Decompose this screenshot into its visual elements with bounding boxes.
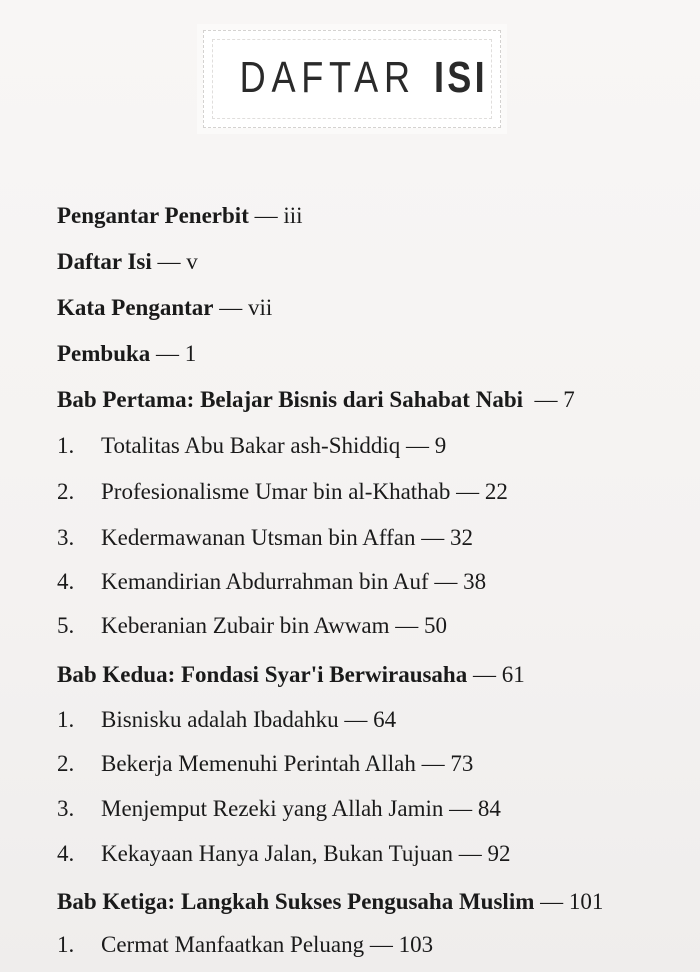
toc-subentry[interactable]: Menjemput Rezeki yang Allah Jamin — 84	[101, 796, 501, 821]
toc-entry[interactable]: Pengantar Penerbit — iii	[57, 203, 303, 228]
toc-subentry[interactable]: Kedermawanan Utsman bin Affan — 32	[101, 525, 473, 550]
toc-chapter-heading[interactable]: Bab Kedua: Fondasi Syar'i Berwirausaha — 61	[57, 662, 525, 687]
toc-entry-page: vii	[248, 295, 273, 320]
toc-subentry-title: Bekerja Memenuhi Perintah Allah	[101, 751, 416, 776]
toc-chapter-heading[interactable]: Bab Pertama: Belajar Bisnis dari Sahabat Nabi — 7	[57, 387, 575, 412]
toc-subentry-page: 73	[450, 751, 474, 776]
toc-chapter-page: 61	[501, 662, 525, 687]
toc-subentry-title: Profesionalisme Umar bin al-Khathab	[101, 479, 451, 504]
toc-item-number: 1.	[57, 433, 75, 458]
toc-item-number: 2.	[57, 479, 75, 504]
toc-entry-title: Daftar Isi	[57, 249, 152, 274]
toc-subentry-title: Kedermawanan Utsman bin Affan	[101, 525, 416, 550]
toc-subentry[interactable]: Totalitas Abu Bakar ash-Shiddiq — 9	[101, 433, 447, 458]
toc-subentry[interactable]: Profesionalisme Umar bin al-Khathab — 22	[101, 479, 508, 504]
toc-chapter-page: 7	[563, 387, 575, 412]
toc-subentry-page: 64	[373, 707, 397, 732]
toc-entry-page: v	[186, 249, 198, 274]
toc-chapter-title: Bab Pertama: Belajar Bisnis dari Sahabat Nabi	[57, 387, 523, 412]
toc-subentry-title: Kemandirian Abdurrahman bin Auf	[101, 569, 429, 594]
toc-item-number: 2.	[57, 751, 75, 776]
toc-subentry[interactable]: Cermat Manfaatkan Peluang — 103	[101, 932, 434, 957]
toc-chapter-title: Bab Ketiga: Langkah Sukses Pengusaha Muslim	[57, 889, 535, 914]
toc-subentry[interactable]: Bekerja Memenuhi Perintah Allah — 73	[101, 751, 474, 776]
toc-subentry-title: Bisnisku adalah Ibadahku	[101, 707, 339, 732]
toc-subentry-page: 32	[449, 525, 473, 550]
toc-subentry-page: 22	[484, 479, 508, 504]
toc-subentry-page: 9	[434, 433, 447, 458]
toc-subentry-page: 92	[487, 841, 511, 866]
toc-entry-title: Kata Pengantar	[57, 295, 214, 320]
toc-subentry-title: Cermat Manfaatkan Peluang	[101, 932, 365, 957]
page-title-light: DAFTAR	[239, 53, 416, 102]
toc-chapter-heading[interactable]: Bab Ketiga: Langkah Sukses Pengusaha Muslim — 101	[57, 889, 604, 914]
toc-item-number: 3.	[57, 796, 75, 821]
toc-chapter-title: Bab Kedua: Fondasi Syar'i Berwirausaha	[57, 662, 468, 687]
toc-subentry[interactable]: Keberanian Zubair bin Awwam — 50	[101, 613, 447, 638]
toc-entry[interactable]: Pembuka — 1	[57, 341, 197, 366]
toc-entry-title: Pembuka	[57, 341, 151, 366]
toc-item-number: 1.	[57, 707, 75, 732]
toc-item-number: 4.	[57, 841, 75, 866]
page-title	[0, 53, 700, 102]
toc-subentry[interactable]: Kekayaan Hanya Jalan, Bukan Tujuan — 92	[101, 841, 511, 866]
toc-chapter-page: 101	[568, 889, 604, 914]
page-title-bold: ISI	[433, 53, 488, 102]
toc-entry-title: Pengantar Penerbit	[57, 203, 249, 228]
toc-subentry-title: Kekayaan Hanya Jalan, Bukan Tujuan	[101, 841, 453, 866]
toc-entry[interactable]: Kata Pengantar — vii	[57, 295, 273, 320]
toc-subentry-title: Menjemput Rezeki yang Allah Jamin	[101, 796, 444, 821]
toc-entry[interactable]: Daftar Isi — v	[57, 249, 198, 274]
toc-item-number: 4.	[57, 569, 75, 594]
toc-subentry-page: 38	[463, 569, 487, 594]
toc-subentry-page: 50	[424, 613, 447, 638]
toc-entry-page: 1	[184, 341, 197, 366]
toc-subentry[interactable]: Bisnisku adalah Ibadahku — 64	[101, 707, 397, 732]
toc-item-number: 5.	[57, 613, 75, 638]
toc-entry-page: iii	[283, 203, 303, 228]
toc-subentry[interactable]: Kemandirian Abdurrahman bin Auf — 38	[101, 569, 487, 594]
toc-item-number: 3.	[57, 525, 75, 550]
toc-subentry-page: 103	[398, 932, 434, 957]
toc-subentry-title: Totalitas Abu Bakar ash-Shiddiq	[101, 433, 401, 458]
toc-subentry-title: Keberanian Zubair bin Awwam	[101, 613, 390, 638]
toc-item-number: 1.	[57, 932, 75, 957]
toc-subentry-page: 84	[477, 796, 501, 821]
